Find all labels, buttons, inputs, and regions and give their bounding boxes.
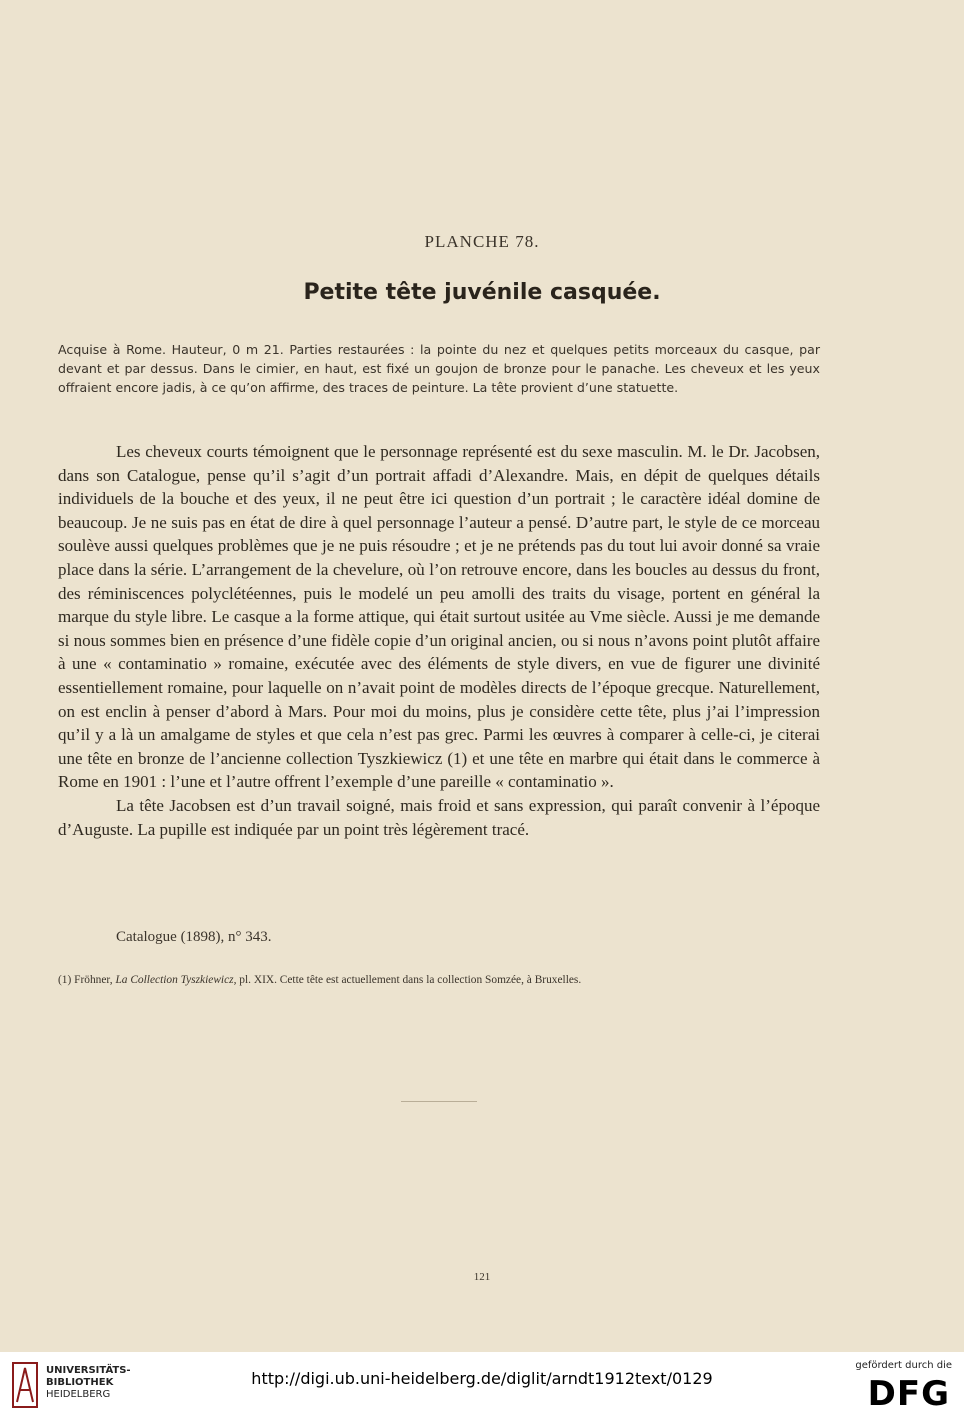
plate-number: PLANCHE 78.	[424, 232, 540, 251]
viewer-footer	[0, 1352, 964, 1422]
body-paragraph-2: La tête Jacobsen est d’un travail soigné, mais froid et sans expression, qui paraît convenir à l’époque d’Auguste. La pupille est indiquée par un point très légèrement tracé.	[58, 795, 820, 839]
page-title: Petite tête juvénile casquée.	[303, 280, 661, 305]
footnote-italic-title: La Collection Tyszkiewicz,	[115, 974, 237, 986]
intro-paragraph	[58, 340, 820, 397]
body-text	[58, 440, 820, 841]
catalogue-reference: Catalogue (1898), n° 343.	[116, 929, 272, 945]
footnote-rest: pl. XIX. Cette tête est actuellement dans la collection Somzée, à Bruxelles.	[239, 974, 582, 986]
sponsor-caption: gefördert durch die	[855, 1360, 952, 1371]
body-paragraph-1: Les cheveux courts témoignent que le personnage représenté est du sexe masculin. M. le Dr. Jacobsen, dans son Catalogue, pense qu’il s’agit d’un portrait affadi d’Alexandre. Mais, en dépit de quelques détails individuels de la bouche et des yeux, il ne peut être ici question d’un portrait ; le caractère idéal domine de beaucoup. Je ne suis pas en état de dire à quel personnage l’auteur a pensé. D’autre part, le style de ce morceau soulève aussi quelques problèmes que je ne puis résoudre ; et je ne prétends pas du tout lui avoir donné sa vraie place dans la série. L’arrangement de la chevelure, où l’on retrouve encore, dans les boucles au dessus du front, des réminiscences polyclétéennes, puis le modelé un peu amolli des traits du visage, portent en général la marque du style libre. Le casque a la forme attique, qui était surtout usitée au Vme siècle. Aussi je me demande si nous sommes bien en présence d’une fidèle copie d’un original ancien, ou si nous n’avons point plutôt affaire à une « contaminatio » romaine, exécutée avec des éléments de style divers, en vue de figurer une divinité essentiellement romaine, pour laquelle on n’avait point de modèles directs de l’époque grecque. Naturellement, on est enclin à penser d’abord à Mars. Pour moi du moins, plus je considère cette tête, plus j’ai l’impression qu’il y a là un amalgame de styles et que cela n’est pas grec. Parmi les œuvres à comparer à celle-ci, je citerai une tête en bronze de l’ancienne collection Tyszkiewicz (1) et une tête en marbre qui était dans le commerce à Rome en 1901 : l’une et l’autre offrent l’exemple d’une pareille « contaminatio ».	[58, 442, 820, 792]
separator-rule	[401, 1101, 477, 1102]
university-line-2: BIBLIOTHEK	[46, 1377, 114, 1388]
footnote-marker: (1) Fröhner,	[58, 974, 113, 986]
page-number: 121	[473, 1271, 491, 1283]
intro-text: Acquise à Rome. Hauteur, 0 m 21. Parties restaurées : la pointe du nez et quelques petits morceaux du casque, par devant et par dessus. Dans le cimier, en haut, est fixé un goujon de bronze pour le panache. Les cheveux et les yeux offraient encore jadis, à ce qu’on affirme, des traces de peinture. La tête provient d’une statuette.	[58, 342, 820, 395]
document-url-link[interactable]: http://digi.ub.uni-heidelberg.de/diglit/arndt1912text/0129	[251, 1369, 713, 1388]
university-line-3: HEIDELBERG	[46, 1389, 111, 1400]
footnote	[58, 974, 820, 986]
dfg-logo: DFG	[867, 1374, 950, 1414]
university-line-1: UNIVERSITÄTS-	[46, 1365, 131, 1376]
